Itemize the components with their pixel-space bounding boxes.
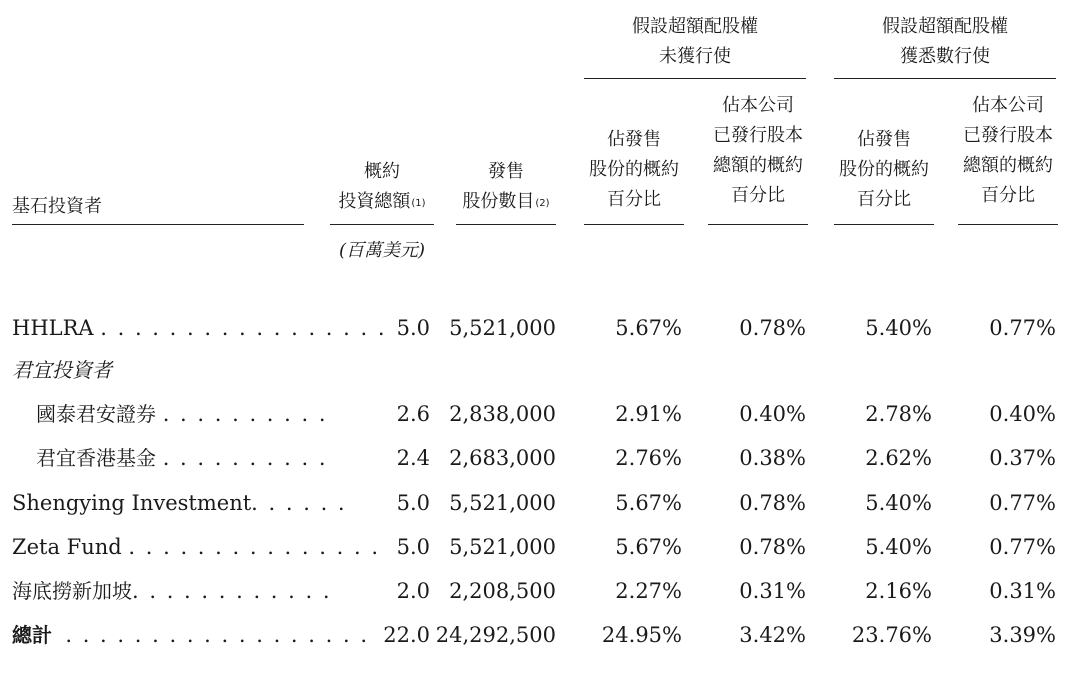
g2-pct-offer-value: 2.16% [865, 579, 932, 603]
amount-value: 2.6 [396, 402, 430, 426]
g1-pct-offer-value: 5.67% [615, 535, 682, 559]
col-header-amount [330, 157, 434, 217]
g1-pct-offer-total: 24.95% [601, 623, 682, 647]
table-row-haidilao [0, 576, 1080, 606]
investor-name: 國泰君安證券 . . . . . . . . . . [36, 402, 328, 426]
g1-pct-offer-value: 2.76% [615, 446, 682, 470]
group1-title-line2: 未獲行使 [659, 46, 731, 67]
g1-pct-issued-value: 0.78% [739, 491, 806, 515]
g1-pct-issued-line4: 百分比 [731, 185, 785, 206]
g1-pct-offer-value: 5.67% [615, 316, 682, 340]
shares-value: 2,838,000 [449, 402, 556, 426]
g1-pct-offer-line1: 佔發售 [607, 129, 661, 150]
g1-pct-offer-line2: 股份的概約 [589, 159, 679, 180]
g2-pct-issued-value: 0.31% [989, 579, 1056, 603]
table-row-junyi-hk [0, 443, 1080, 473]
col-amount-line1: 概約 [364, 161, 400, 182]
investor-name: 君宜香港基金 . . . . . . . . . . [36, 446, 328, 470]
col-header-g1-pct-offer [584, 125, 684, 215]
shares-value: 5,521,000 [449, 535, 556, 559]
col-header-g2-pct-offer [834, 125, 934, 215]
group1-title [584, 12, 806, 72]
col-amount-note: (1) [411, 198, 426, 209]
table-row-shengying [0, 488, 1080, 518]
shares-value: 2,208,500 [449, 579, 556, 603]
g2-pct-offer-value: 5.40% [865, 316, 932, 340]
col-header-shares [456, 157, 556, 217]
col-header-g1-pct-issued [708, 91, 808, 211]
investor-name: Shengying Investment. . . . . . [12, 491, 347, 515]
col-underline-g1-pct-issued [708, 224, 808, 225]
shares-value: 5,521,000 [449, 491, 556, 515]
group1-underline [584, 78, 806, 79]
table-row-hhlra [0, 313, 1080, 343]
investor-name: HHLRA . . . . . . . . . . . . . . . . . [12, 316, 387, 340]
col-underline-g1-pct-offer [584, 224, 684, 225]
g1-pct-issued-line3: 總額的概約 [713, 155, 803, 176]
g1-pct-offer-value: 2.27% [615, 579, 682, 603]
col-header-g2-pct-issued [958, 91, 1058, 211]
group2-title-line2: 獲悉數行使 [900, 46, 990, 67]
g2-pct-issued-value: 0.77% [989, 316, 1056, 340]
col-header-investor: 基石投資者 [12, 196, 102, 217]
g2-pct-offer-value: 5.40% [865, 535, 932, 559]
g2-pct-issued-line1: 佔本公司 [972, 95, 1044, 116]
table-row-total [0, 620, 1080, 650]
g1-pct-offer-line3: 百分比 [607, 189, 661, 210]
group1-title-line1: 假設超額配股權 [632, 16, 758, 37]
shares-total: 24,292,500 [435, 623, 556, 647]
amount-value: 2.0 [396, 579, 430, 603]
g2-pct-offer-total: 23.76% [851, 623, 932, 647]
amount-value: 5.0 [396, 535, 430, 559]
g2-pct-issued-value: 0.37% [989, 446, 1056, 470]
total-label: 總計 . . . . . . . . . . . . . . . . . . [12, 623, 369, 647]
g2-pct-offer-line2: 股份的概約 [839, 159, 929, 180]
col-underline-amount [330, 224, 434, 225]
amount-value: 5.0 [396, 316, 430, 340]
g1-pct-issued-line2: 已發行股本 [713, 125, 803, 146]
investor-group-name: 君宜投資者 [12, 358, 112, 382]
g2-pct-issued-line4: 百分比 [981, 185, 1035, 206]
g2-pct-offer-line1: 佔發售 [857, 129, 911, 150]
amount-value: 5.0 [396, 491, 430, 515]
group2-underline [834, 78, 1056, 79]
table-row-group-heading [0, 355, 1080, 385]
g1-pct-issued-value: 0.78% [739, 316, 806, 340]
col-amount-line2: 投資總額$^{(1)}$ [338, 191, 426, 212]
g1-pct-issued-value: 0.40% [739, 402, 806, 426]
g2-pct-offer-value: 2.78% [865, 402, 932, 426]
amount-value: 2.4 [396, 446, 430, 470]
g1-pct-offer-value: 2.91% [615, 402, 682, 426]
g2-pct-offer-value: 5.40% [865, 491, 932, 515]
g1-pct-issued-total: 3.42% [739, 623, 806, 647]
col-underline-investor [12, 224, 304, 225]
g2-pct-issued-line2: 已發行股本 [963, 125, 1053, 146]
g1-pct-issued-value: 0.38% [739, 446, 806, 470]
table-row-zeta [0, 532, 1080, 562]
investor-name: 海底撈新加坡. . . . . . . . . . . . [12, 579, 332, 603]
g2-pct-issued-line3: 總額的概約 [963, 155, 1053, 176]
col-shares-line2: 股份數目$^{(2)}$ [462, 191, 550, 212]
g1-pct-issued-value: 0.78% [739, 535, 806, 559]
table-row-gtja [0, 399, 1080, 429]
shares-value: 5,521,000 [449, 316, 556, 340]
investor-name: Zeta Fund . . . . . . . . . . . . . . . [12, 535, 380, 559]
g1-pct-issued-line1: 佔本公司 [722, 95, 794, 116]
col-underline-shares [456, 224, 556, 225]
g2-pct-issued-value: 0.77% [989, 491, 1056, 515]
col-shares-note: (2) [535, 198, 550, 209]
g2-pct-issued-value: 0.40% [989, 402, 1056, 426]
g2-pct-offer-value: 2.62% [865, 446, 932, 470]
group2-title [834, 12, 1056, 72]
g2-pct-offer-line3: 百分比 [857, 189, 911, 210]
g1-pct-issued-value: 0.31% [739, 579, 806, 603]
g1-pct-offer-value: 5.67% [615, 491, 682, 515]
g2-pct-issued-value: 0.77% [989, 535, 1056, 559]
group2-title-line1: 假設超額配股權 [882, 16, 1008, 37]
amount-total: 22.0 [383, 623, 430, 647]
col-amount-unit: (百萬美元) [338, 240, 426, 261]
col-underline-g2-pct-issued [958, 224, 1058, 225]
g2-pct-issued-total: 3.39% [989, 623, 1056, 647]
col-shares-line1: 發售 [488, 161, 524, 182]
col-underline-g2-pct-offer [834, 224, 934, 225]
shares-value: 2,683,000 [449, 446, 556, 470]
